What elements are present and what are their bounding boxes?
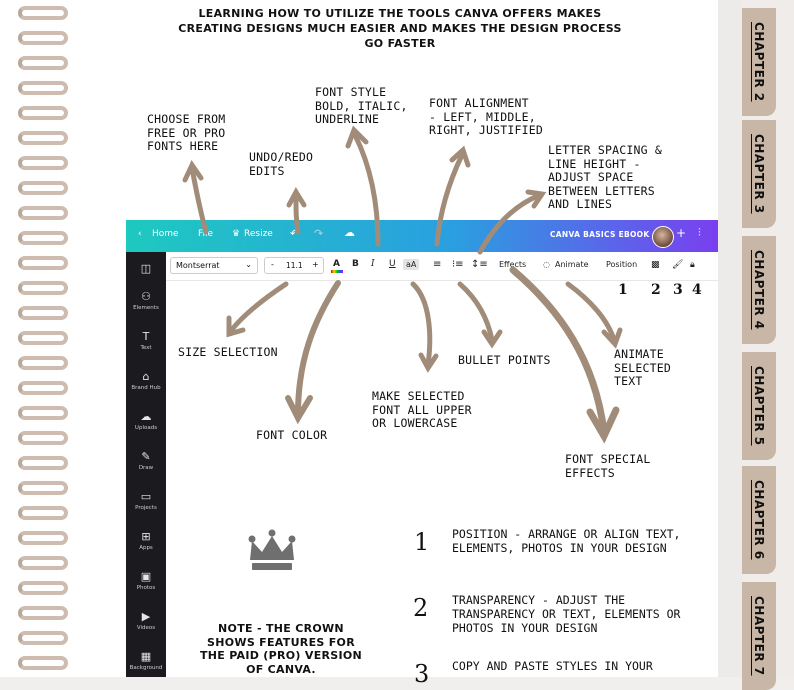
sidebar-item-label: Elements (133, 305, 159, 311)
chapter-tab-label: CHAPTER 4 (752, 250, 766, 330)
sidebar-design-icon[interactable]: ◫ (140, 262, 152, 275)
add-collaborator-button[interactable]: + (676, 226, 687, 240)
letter-case-button[interactable]: aA (403, 259, 419, 270)
brand-hub-icon: ⌂ (142, 370, 150, 383)
sidebar-item-label: Projects (135, 505, 157, 511)
underline-button[interactable]: U (389, 259, 396, 269)
chapter-tab-label: CHAPTER 2 (752, 22, 766, 102)
sidebar-item-label: Photos (136, 585, 156, 591)
bullet-list-icon[interactable]: ⁝≡ (452, 259, 464, 270)
crown-note: NOTE - THE CROWN SHOWS FEATURES FOR THE PAID (PRO) VERSION OF CANVA. (199, 622, 363, 676)
videos-icon: ▶ (141, 610, 151, 623)
back-chevron-icon[interactable]: ‹ (138, 229, 142, 239)
font-family-value: Montserrat (176, 261, 220, 270)
page-title: LEARNING HOW TO UTILIZE THE TOOLS CANVA OFFERS MAKES CREATING DESIGNS MUCH EASIER AND MAKES THE DESIGN PROCESS GO FASTER (178, 7, 622, 50)
chevron-down-icon: ⌄ (245, 260, 252, 269)
sidebar-item-label: Apps (139, 545, 153, 551)
font-size-value[interactable]: 11.1 (286, 261, 303, 270)
projects-icon: ▭ (140, 490, 152, 503)
sidebar-item-label: Draw (138, 465, 154, 471)
annotation-size: SIZE SELECTION (178, 345, 278, 359)
list-number-2: 2 (413, 594, 429, 622)
sidebar-item-label: Text (140, 345, 152, 351)
sidebar-item-label: Background (129, 665, 163, 671)
arrow-align (437, 155, 462, 244)
list-item-transparency: TRANSPARENCY - ADJUST THE TRANSPARENCY OR TEXT, ELEMENTS OR PHOTOS IN YOUR DESIGN (452, 593, 681, 635)
annotation-bullets: BULLET POINTS (458, 353, 551, 367)
draw-icon: ✎ (141, 450, 151, 463)
chapter-tab-label: CHAPTER 3 (752, 134, 766, 214)
arrow-effects (513, 270, 604, 432)
crown-icon (249, 530, 296, 571)
marker-3: 3 (673, 282, 683, 298)
background-icon: ▦ (140, 650, 152, 663)
sidebar-item-label: Brand Hub (131, 385, 161, 391)
annotation-font-color: FONT COLOR (256, 428, 328, 442)
annotation-case: MAKE SELECTED FONT ALL UPPER OR LOWERCASE (372, 389, 472, 430)
animate-button[interactable]: Animate (555, 260, 589, 269)
decrease-size-button[interactable]: - (271, 260, 274, 269)
list-item-position: POSITION - ARRANGE OR ALIGN TEXT, ELEMENTS, PHOTOS IN YOUR DESIGN (452, 527, 681, 555)
cloud-save-icon[interactable]: ☁ (344, 226, 355, 239)
align-left-icon[interactable]: ≡ (433, 259, 442, 270)
uploads-icon: ☁ (140, 410, 152, 423)
list-number-1: 1 (414, 528, 430, 556)
elements-icon: ⚇ (141, 290, 151, 303)
arrow-style (355, 135, 378, 244)
resize-crown-icon: ♛ (232, 229, 241, 239)
photos-icon: ▣ (140, 570, 152, 583)
transparency-icon[interactable]: ▩ (651, 260, 660, 270)
annotation-animate: ANIMATE SELECTED TEXT (614, 347, 671, 388)
increase-size-button[interactable]: + (312, 260, 319, 269)
marker-1: 1 (618, 282, 628, 298)
insights-icon[interactable]: ⫶ (698, 226, 701, 239)
annotation-undo-redo: UNDO/REDO EDITS (249, 150, 314, 178)
italic-button[interactable]: I (371, 259, 375, 269)
text-icon: T (142, 330, 150, 343)
home-button[interactable]: Home (152, 229, 179, 239)
marker-2: 2 (651, 282, 661, 298)
arrow-spacing (480, 195, 540, 252)
chapter-tab-label: CHAPTER 6 (752, 480, 766, 560)
redo-icon[interactable]: ↷ (314, 227, 324, 240)
annotation-font-style: FONT STYLE BOLD, ITALIC, UNDERLINE (315, 85, 408, 126)
annotation-spacing: LETTER SPACING & LINE HEIGHT - ADJUST SPACE BETWEEN LETTERS AND LINES (548, 143, 662, 211)
lock-icon[interactable]: 🔒︎ (690, 260, 695, 270)
annotation-effects: FONT SPECIAL EFFECTS (565, 452, 651, 480)
list-number-3: 3 (414, 660, 430, 688)
apps-icon: ⊞ (141, 530, 151, 543)
undo-icon[interactable]: ↶ (290, 227, 300, 240)
arrow-animate (568, 284, 614, 340)
sidebar-item-label: Videos (136, 625, 156, 631)
chapter-tab-label: CHAPTER 5 (752, 366, 766, 446)
file-menu[interactable]: File (198, 229, 214, 239)
effects-button[interactable]: Effects (499, 260, 527, 269)
annotation-fonts: CHOOSE FROM FREE OR PRO FONTS HERE (147, 112, 226, 153)
spacing-icon[interactable]: ↕≡ (471, 259, 488, 270)
sidebar-item-label: Uploads (134, 425, 158, 431)
marker-4: 4 (692, 282, 702, 298)
annotation-alignment: FONT ALIGNMENT - LEFT, MIDDLE, RIGHT, JUSTIFIED (429, 96, 543, 137)
position-button[interactable]: Position (606, 260, 638, 269)
paint-roller-icon[interactable]: 🖌︎ (672, 260, 684, 270)
document-title[interactable]: CANVA BASICS EBOOK (550, 230, 650, 239)
list-item-copy-style: COPY AND PASTE STYLES IN YOUR (452, 659, 653, 673)
arrow-bullets (460, 284, 492, 340)
resize-button[interactable]: Resize (244, 229, 273, 239)
arrow-size (230, 284, 286, 332)
text-color-letter: A (333, 259, 340, 269)
arrow-undo (296, 198, 298, 232)
bold-button[interactable]: B (352, 259, 359, 269)
arrow-color (298, 283, 338, 414)
chapter-tab-label: CHAPTER 7 (752, 596, 766, 676)
animate-icon[interactable]: ◌ (543, 260, 550, 269)
